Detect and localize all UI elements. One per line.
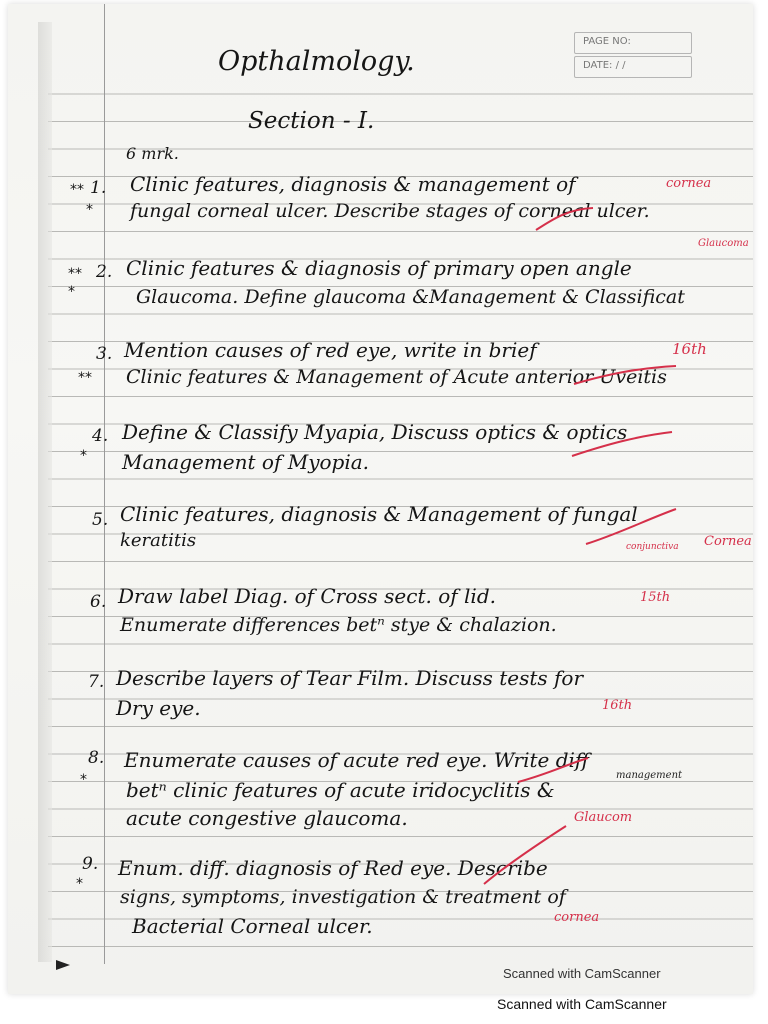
question-line: Glaucoma. Define glaucoma &Management & Classificat <box>136 286 685 308</box>
scan-arrow-icon <box>56 960 70 970</box>
margin-note: 15th <box>640 590 671 605</box>
question-line: Management of Myopia. <box>122 450 370 474</box>
question-number: 8. <box>88 748 105 768</box>
question-line: Mention causes of red eye, write in brief <box>124 338 537 362</box>
question-number: 5. <box>92 510 109 530</box>
margin-line <box>104 4 105 964</box>
ruled-lines <box>8 4 753 994</box>
question-line: Bacterial Corneal ulcer. <box>132 914 373 938</box>
margin-note: cornea <box>554 910 600 925</box>
question-line: Clinic features, diagnosis & Management of fungal <box>120 502 638 526</box>
date-field: DATE: / / <box>574 56 692 78</box>
question-number: 4. <box>92 426 109 446</box>
question-line: Enumerate differences betⁿ stye & chalazion. <box>120 614 557 636</box>
notebook-page <box>8 4 753 994</box>
page-binding <box>38 22 52 962</box>
margin-note: Glaucom <box>574 810 633 825</box>
scanner-caption: Scanned with CamScanner <box>497 996 667 1012</box>
red-pen-marks <box>8 4 753 994</box>
question-line: signs, symptoms, investigation & treatment of <box>120 886 566 908</box>
question-line: Enumerate causes of acute red eye. Write diff <box>124 748 590 772</box>
importance-stars: ** <box>70 182 84 198</box>
marks-label: 6 mrk. <box>126 144 179 163</box>
importance-stars: * <box>68 284 75 300</box>
importance-stars: * <box>86 202 93 218</box>
question-number: 6. <box>90 592 107 612</box>
importance-stars: * <box>76 876 83 892</box>
question-line: Clinic features & Management of Acute anterior Uveitis <box>126 366 667 388</box>
scanner-watermark: Scanned with CamScanner <box>503 966 661 981</box>
question-line: Clinic features, diagnosis & management of <box>130 172 576 196</box>
question-line: acute congestive glaucoma. <box>126 806 408 830</box>
question-line: Dry eye. <box>116 696 201 720</box>
question-line: Clinic features & diagnosis of primary open angle <box>126 256 632 280</box>
margin-note: 16th <box>602 698 633 713</box>
margin-note: management <box>616 770 683 781</box>
question-number: 2. <box>96 262 113 282</box>
question-number: 9. <box>82 854 99 874</box>
margin-note: conjunctiva <box>626 542 679 552</box>
question-line: Draw label Diag. of Cross sect. of lid. <box>118 584 496 608</box>
page-date-box <box>574 32 692 76</box>
question-number: 3. <box>96 344 113 364</box>
page-no-field: PAGE NO: <box>574 32 692 54</box>
question-line: keratitis <box>120 530 197 551</box>
question-line: fungal corneal ulcer. Describe stages of corneal ulcer. <box>130 200 650 222</box>
section-heading: Section - I. <box>248 108 375 134</box>
importance-stars: ** <box>78 370 92 386</box>
margin-note: Glaucoma <box>698 238 749 249</box>
importance-stars: ** <box>68 266 82 282</box>
question-number: 7. <box>88 672 105 692</box>
page-title: Opthalmology. <box>218 46 415 77</box>
question-line: Enum. diff. diagnosis of Red eye. Describe <box>118 856 548 880</box>
importance-stars: * <box>80 448 87 464</box>
importance-stars: * <box>80 772 87 788</box>
question-line: betⁿ clinic features of acute iridocyclitis & <box>126 778 555 802</box>
question-line: Describe layers of Tear Film. Discuss tests for <box>116 666 584 690</box>
margin-note: 16th <box>672 340 707 358</box>
question-line: Define & Classify Myapia, Discuss optics & optics <box>122 420 628 444</box>
margin-note: Cornea <box>704 534 752 549</box>
question-number: 1. <box>90 178 107 198</box>
margin-note: cornea <box>666 176 712 191</box>
